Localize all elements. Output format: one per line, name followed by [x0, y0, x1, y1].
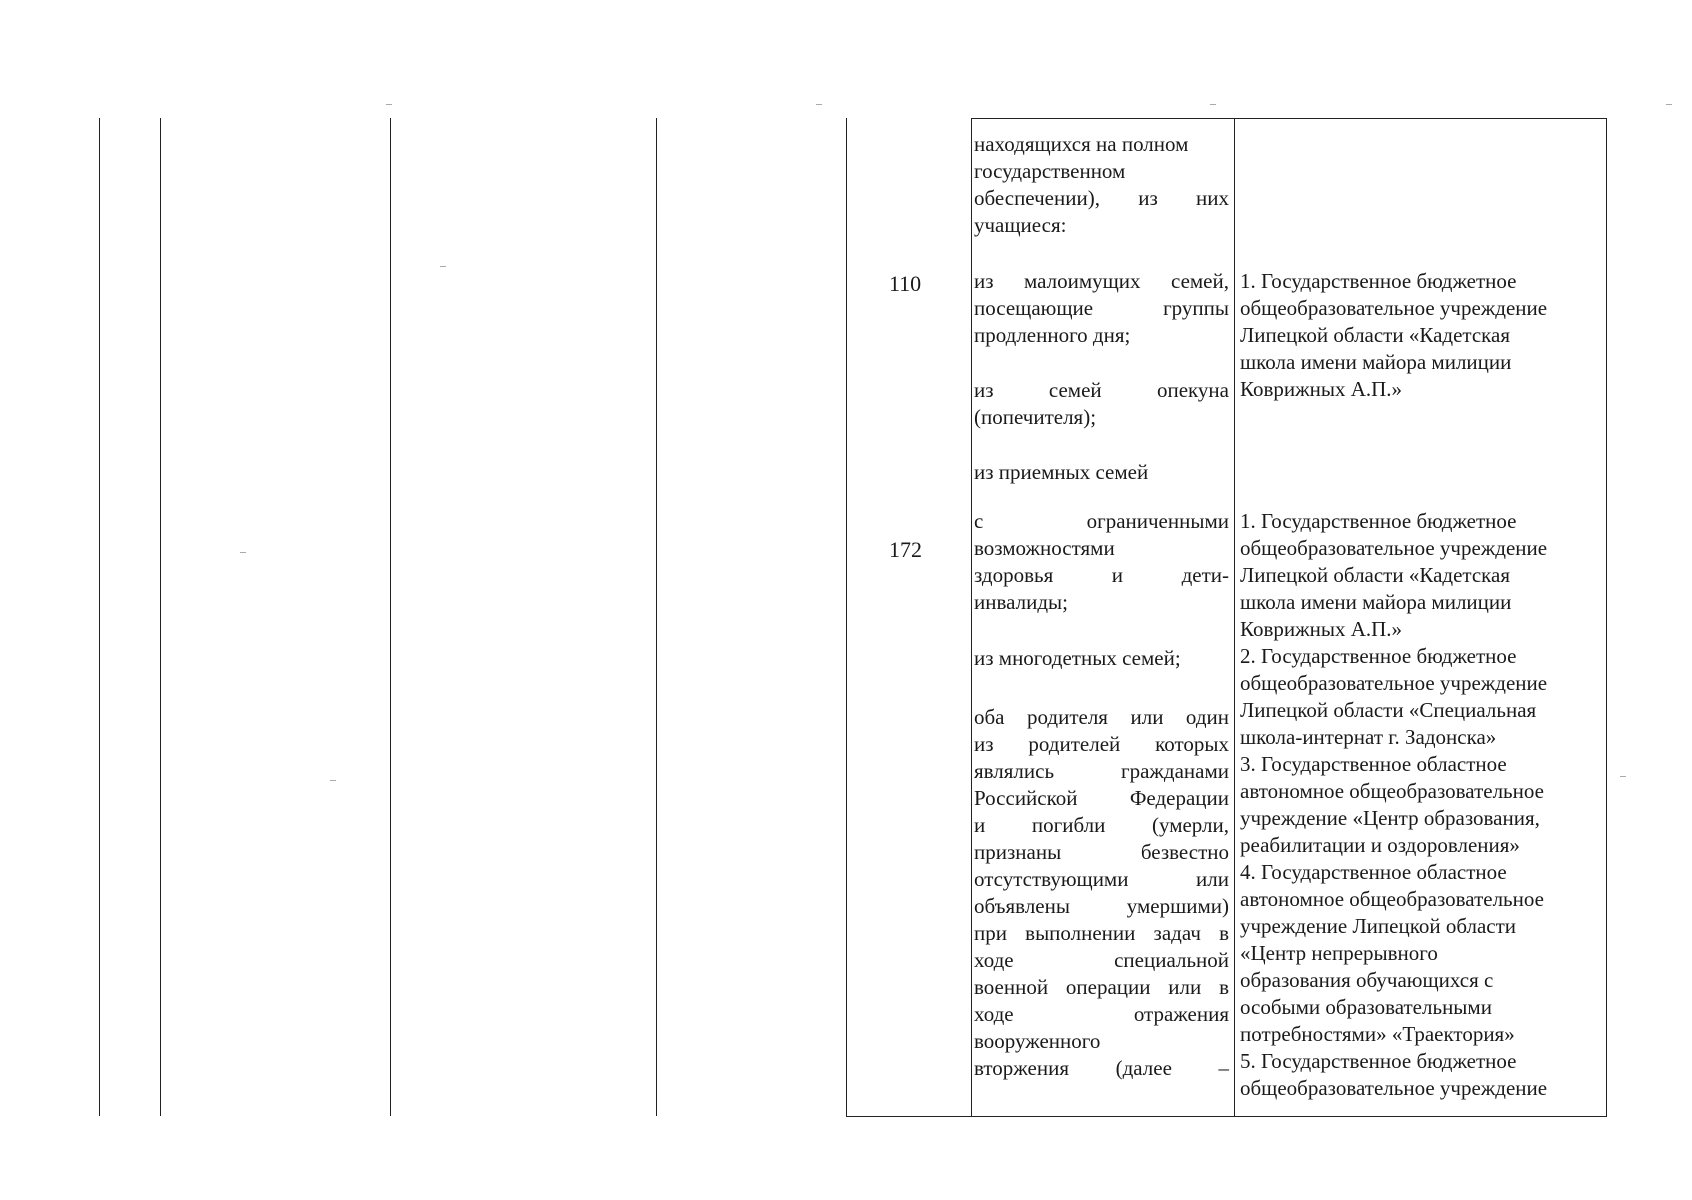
row-number: 172 — [889, 537, 922, 562]
category-line: здоровья и дети- — [974, 563, 1229, 587]
institution-line: 2. Государственное бюджетное — [1240, 644, 1517, 668]
institution-line: общеобразовательное учреждение — [1240, 1076, 1548, 1100]
institutions-cell — [1240, 268, 1600, 403]
column-border-8 — [1606, 118, 1607, 1116]
category-cell — [974, 508, 1229, 616]
category-line: объявлены умершими) — [974, 894, 1229, 918]
table-top-border — [971, 118, 1607, 119]
institution-line: Коврижных А.П.» — [1240, 377, 1403, 401]
category-line: возможностями — [974, 536, 1115, 560]
row-number: 110 — [889, 271, 922, 296]
column-border-1 — [99, 118, 100, 1116]
institution-line: Липецкой области «Кадетская — [1240, 563, 1511, 587]
institution-line: автономное общеобразовательное — [1240, 887, 1544, 911]
scan-speck — [1620, 776, 1626, 777]
category-line: ходе специальной — [974, 948, 1229, 972]
institution-line: 1. Государственное бюджетное — [1240, 509, 1517, 533]
scan-speck — [440, 266, 446, 267]
scan-speck — [1210, 104, 1216, 105]
category-cell — [974, 131, 1229, 239]
category-line: посещающие группы — [974, 296, 1229, 320]
institution-line: общеобразовательное учреждение — [1240, 296, 1548, 320]
scan-speck — [1666, 104, 1672, 105]
institution-line: школа имени майора милиции — [1240, 590, 1512, 614]
scan-speck — [816, 104, 822, 105]
institution-line: общеобразовательное учреждение — [1240, 671, 1548, 695]
category-line: из приемных семей — [974, 460, 1149, 484]
institution-line: потребностями» «Траектория» — [1240, 1022, 1515, 1046]
institutions-cell — [1240, 508, 1600, 1102]
institution-line: образования обучающихся с — [1240, 968, 1494, 992]
institution-line: учреждение «Центр образования, — [1240, 806, 1540, 830]
column-border-6 — [971, 118, 972, 1116]
category-line: из малоимущих семей, — [974, 269, 1229, 293]
category-line: являлись гражданами — [974, 759, 1229, 783]
category-line: с ограниченными — [974, 509, 1229, 533]
institution-line: автономное общеобразовательное — [1240, 779, 1544, 803]
scan-speck — [240, 552, 246, 553]
institution-line: 4. Государственное областное — [1240, 860, 1507, 884]
category-cell — [974, 704, 1229, 1082]
institution-line: особыми образовательными — [1240, 995, 1492, 1019]
scan-speck — [330, 780, 336, 781]
category-line: и погибли (умерли, — [974, 813, 1229, 837]
column-border-4 — [656, 118, 657, 1116]
column-border-3 — [390, 118, 391, 1116]
category-line: государственном — [974, 159, 1126, 183]
category-line: инвалиды; — [974, 590, 1068, 614]
category-line: обеспечении), из них — [974, 186, 1229, 210]
institution-line: реабилитации и оздоровления» — [1240, 833, 1520, 857]
category-cell — [974, 459, 1229, 486]
category-cell — [974, 268, 1229, 349]
institution-line: 5. Государственное бюджетное — [1240, 1049, 1517, 1073]
category-line: отсутствующими или — [974, 867, 1229, 891]
category-cell — [974, 645, 1229, 672]
category-line: Российской Федерации — [974, 786, 1229, 810]
category-line: (попечителя); — [974, 405, 1097, 429]
institution-line: учреждение Липецкой области — [1240, 914, 1517, 938]
category-line: ходе отражения — [974, 1002, 1229, 1026]
institution-line: «Центр непрерывного — [1240, 941, 1438, 965]
category-line: признаны безвестно — [974, 840, 1229, 864]
category-line: учащиеся: — [974, 213, 1067, 237]
category-line: при выполнении задач в — [974, 921, 1229, 945]
category-line: из семей опекуна — [974, 378, 1229, 402]
institution-line: 1. Государственное бюджетное — [1240, 269, 1517, 293]
institution-line: Липецкой области «Специальная — [1240, 698, 1537, 722]
institution-line: школа имени майора милиции — [1240, 350, 1512, 374]
category-line: военной операции или в — [974, 975, 1229, 999]
category-line: оба родителя или один — [974, 705, 1229, 729]
institution-line: Липецкой области «Кадетская — [1240, 323, 1511, 347]
institution-line: Коврижных А.П.» — [1240, 617, 1403, 641]
institution-line: 3. Государственное областное — [1240, 752, 1507, 776]
column-border-2 — [160, 118, 161, 1116]
institution-line: школа-интернат г. Задонска» — [1240, 725, 1497, 749]
institution-line: общеобразовательное учреждение — [1240, 536, 1548, 560]
category-line: из родителей которых — [974, 732, 1229, 756]
category-cell — [974, 377, 1229, 431]
category-line: вооруженного — [974, 1029, 1101, 1053]
scan-speck — [386, 104, 392, 105]
category-line: вторжения (далее – — [974, 1056, 1229, 1080]
category-line: находящихся на полном — [974, 132, 1189, 156]
column-border-5 — [846, 118, 847, 1116]
column-border-7 — [1234, 118, 1235, 1116]
category-line: продленного дня; — [974, 323, 1131, 347]
table-bottom-border — [846, 1116, 1607, 1117]
category-line: из многодетных семей; — [974, 646, 1181, 670]
